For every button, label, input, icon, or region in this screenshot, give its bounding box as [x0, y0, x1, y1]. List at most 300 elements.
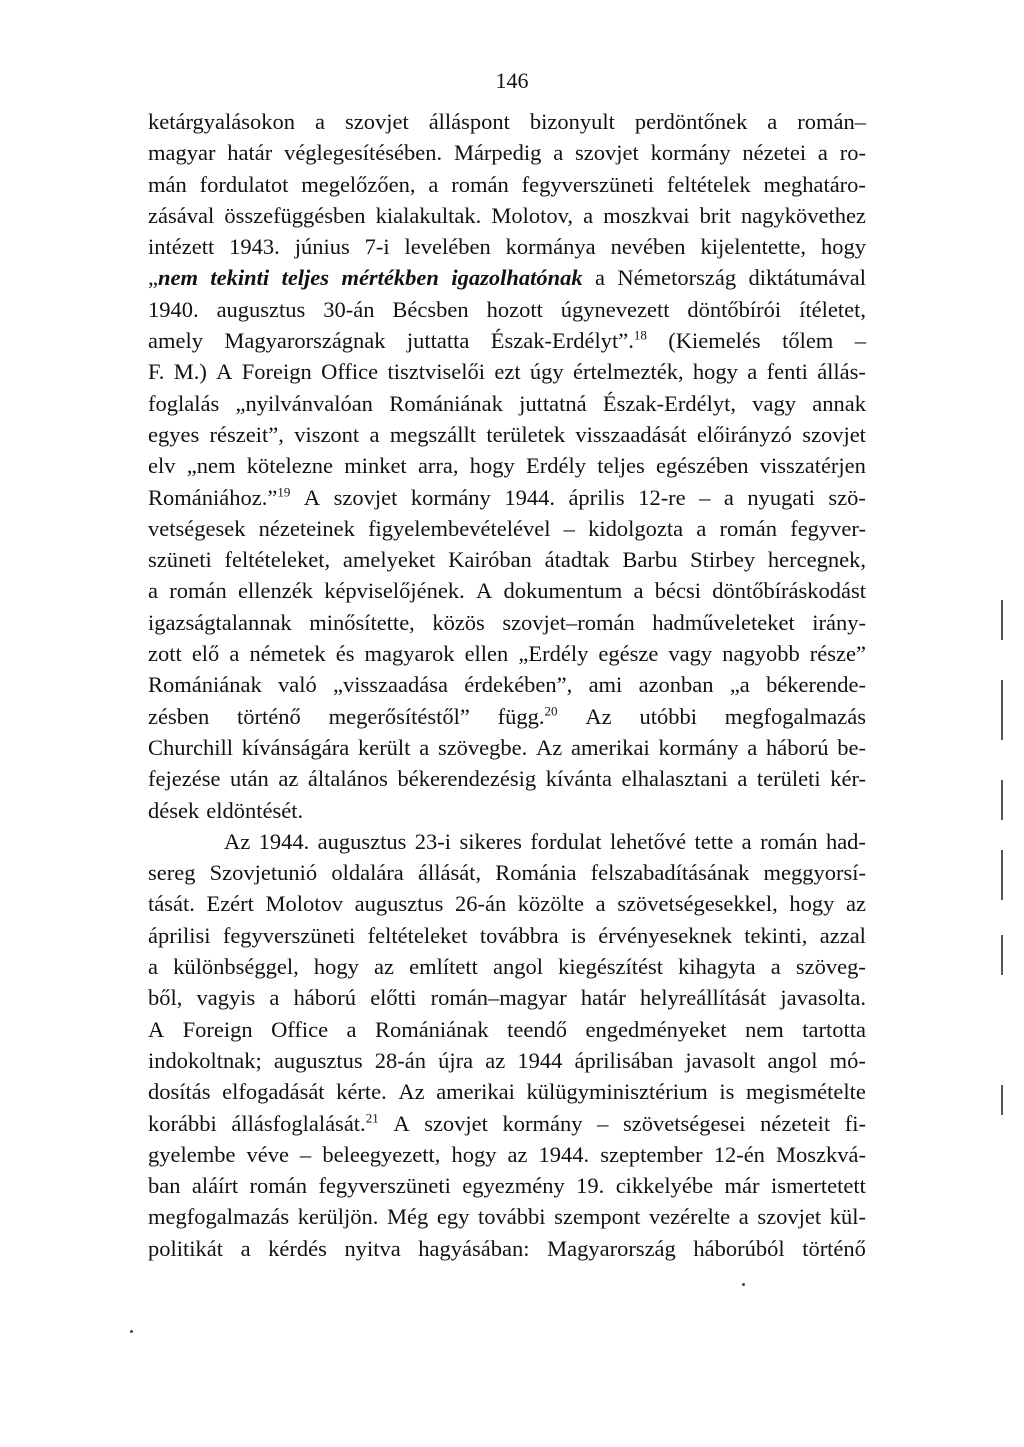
- word: Romániának: [389, 390, 503, 416]
- margin-mark: [1001, 1085, 1003, 1115]
- word: hogy: [692, 359, 738, 385]
- word: fi-: [844, 1110, 866, 1136]
- margin-mark: [1001, 600, 1003, 640]
- word: határ: [227, 140, 273, 166]
- word: szövetségesei: [623, 1110, 746, 1136]
- word: juttatta: [406, 328, 470, 354]
- word: megszállt: [389, 421, 477, 447]
- footnote-ref: 20: [544, 703, 558, 719]
- text-line: [148, 325, 866, 356]
- word: tisztviselői: [387, 359, 485, 385]
- word: kerüljön.: [297, 1204, 379, 1230]
- word: után: [230, 766, 269, 792]
- word: A: [476, 578, 493, 604]
- word: román: [169, 578, 227, 604]
- word: –: [854, 328, 866, 354]
- margin-mark: [1001, 780, 1003, 820]
- word: a: [148, 578, 158, 604]
- word: úgynevezett: [560, 296, 670, 322]
- word: az: [485, 1047, 506, 1073]
- word: (Kiemelés: [668, 328, 761, 354]
- word: A: [393, 1110, 410, 1136]
- text-line: [148, 982, 866, 1013]
- word: nézetei: [742, 140, 807, 166]
- word: viszont: [294, 421, 360, 447]
- word: gyelembe: [148, 1141, 236, 1167]
- word: minket: [344, 453, 407, 479]
- word: része”: [809, 641, 866, 667]
- word: békerendezésig: [397, 766, 537, 792]
- word: kívánta: [545, 766, 612, 792]
- word: a: [419, 734, 430, 760]
- word: 1940.: [148, 296, 199, 322]
- word: mértékben: [341, 265, 439, 291]
- word: és: [335, 641, 355, 667]
- word: arra,: [417, 453, 459, 479]
- word: teendő: [507, 1016, 568, 1042]
- text-line: [148, 482, 866, 513]
- word: zésben: [148, 703, 210, 729]
- word: megelőzően,: [301, 171, 416, 197]
- word: Ezért: [206, 891, 254, 917]
- word: a: [696, 515, 707, 541]
- word: magyarok: [364, 641, 455, 667]
- word: szovjet: [757, 1204, 822, 1230]
- word: sikeres: [459, 828, 522, 854]
- word: érvényeseknek: [598, 922, 732, 948]
- word: az: [278, 766, 299, 792]
- word: a: [595, 891, 606, 917]
- word: visszatérjen: [759, 453, 866, 479]
- word: román–: [797, 109, 866, 134]
- word: javasolt: [685, 1047, 756, 1073]
- word: történő: [802, 1235, 866, 1261]
- word: M.): [173, 359, 207, 385]
- word: helyreállítását: [640, 985, 767, 1011]
- word: 23-i: [414, 828, 452, 854]
- word: ami: [588, 672, 623, 698]
- word: kialakultak.: [375, 202, 482, 228]
- word: szüneti: [148, 547, 212, 573]
- word: Foreign: [182, 1016, 253, 1042]
- word: területek: [486, 421, 566, 447]
- word: a: [148, 954, 158, 980]
- word: nem: [745, 1016, 784, 1042]
- word: –: [300, 1141, 312, 1167]
- word: mán: [148, 171, 187, 197]
- text-line: [148, 732, 866, 763]
- text-line: [148, 137, 866, 168]
- word: cikkelyébe: [615, 1173, 714, 1199]
- word: kül-: [829, 1204, 866, 1230]
- word: az: [845, 891, 866, 917]
- word: külügyminisztérium: [526, 1079, 708, 1105]
- text-line: [148, 951, 866, 982]
- word: beleegyezett,: [322, 1141, 441, 1167]
- word: kormány: [650, 140, 731, 166]
- text-line: [148, 826, 866, 857]
- word: A: [216, 359, 233, 385]
- word: politikát: [148, 1235, 223, 1261]
- word: juttatná: [519, 390, 587, 416]
- word: 12-re: [638, 484, 686, 510]
- footnote-ref: 19: [277, 484, 291, 500]
- word: előtti: [370, 985, 417, 1011]
- word: engedményeket: [585, 1016, 727, 1042]
- word: a: [738, 1204, 749, 1230]
- word: ellenzék: [237, 578, 313, 604]
- word: nézeteit: [760, 1110, 831, 1136]
- word: dokumentum: [503, 578, 623, 604]
- text-line: [148, 419, 866, 450]
- word: bizonyult: [529, 109, 615, 134]
- word: kormány: [410, 484, 491, 510]
- word: Moszkvá-: [775, 1141, 866, 1167]
- word: nyitva: [344, 1235, 401, 1261]
- word: háború: [765, 734, 829, 760]
- text-line: [148, 701, 866, 732]
- word: a: [770, 954, 781, 980]
- word: Szovjetunió: [209, 860, 318, 886]
- word: diktátumával: [748, 265, 866, 291]
- word: álláspont: [428, 109, 510, 134]
- word: utóbbi: [639, 703, 697, 729]
- text-line: [148, 200, 866, 231]
- word: feltételek: [666, 171, 751, 197]
- word: angol: [492, 954, 543, 980]
- speck: [742, 1283, 745, 1286]
- word: egyes: [148, 421, 200, 447]
- word: teljes: [281, 265, 330, 291]
- word: 1943.: [229, 234, 280, 260]
- word: háborúból: [693, 1235, 785, 1261]
- text-line: [148, 857, 866, 888]
- word: 1944.: [504, 484, 555, 510]
- word: fejezése: [148, 766, 221, 792]
- text-line: [148, 544, 866, 575]
- word: elő: [191, 641, 220, 667]
- word: megfogalmazás: [148, 1204, 290, 1230]
- word: szö-: [828, 484, 866, 510]
- word: román: [451, 171, 509, 197]
- word: egyezmény: [462, 1173, 565, 1199]
- word: román: [760, 828, 818, 854]
- word: értelmezték,: [573, 359, 684, 385]
- word: szövetségesekkel,: [617, 891, 778, 917]
- word: ketárgyalásokon: [148, 109, 296, 134]
- word: augusztus: [317, 828, 407, 854]
- word: javasolta.: [780, 985, 866, 1011]
- word: A: [303, 484, 321, 510]
- text-line: [148, 106, 866, 137]
- word: véve: [246, 1141, 289, 1167]
- word: hogy: [451, 1141, 497, 1167]
- text-line: [148, 231, 866, 262]
- word: hogy: [313, 954, 359, 980]
- text-line: [148, 1139, 866, 1170]
- word: Észak-Erdélyt,: [602, 390, 736, 416]
- word: A: [148, 1016, 165, 1042]
- word: tekinti,: [744, 922, 808, 948]
- word: a: [315, 109, 326, 134]
- word: a: [767, 109, 778, 134]
- word: Molotov: [265, 891, 344, 917]
- word: kidolgozta: [588, 515, 684, 541]
- word: had-: [825, 828, 866, 854]
- word: előirányzó: [696, 421, 792, 447]
- word: meggyorsí-: [763, 860, 866, 886]
- word: egészében: [656, 453, 749, 479]
- word: szövegbe.: [437, 734, 528, 760]
- word: közölte: [517, 891, 585, 917]
- word: kormánya: [505, 234, 596, 260]
- word: tását.: [148, 891, 195, 917]
- text-line: [148, 1076, 866, 1107]
- word: 1944.: [258, 828, 310, 854]
- word: Még: [387, 1204, 429, 1230]
- word: szovjet: [424, 1110, 488, 1136]
- word: a: [633, 578, 644, 604]
- word: dések: [148, 797, 200, 823]
- word: figyelembevételével: [368, 515, 551, 541]
- word: Magyarország: [547, 1235, 676, 1261]
- word: „visszaadása: [333, 672, 448, 698]
- word: 30-án: [323, 296, 375, 322]
- word: oldalára: [331, 860, 404, 886]
- word: megerősítéstől”: [328, 703, 470, 729]
- word: igazolhatónak: [451, 265, 583, 291]
- word: kérdés: [268, 1235, 327, 1261]
- word: magyar: [148, 140, 216, 166]
- word: kötelezne: [246, 453, 333, 479]
- word: került: [357, 734, 411, 760]
- word: a: [428, 171, 439, 197]
- word: a: [741, 828, 752, 854]
- word: Magyarországnak: [224, 328, 386, 354]
- word: brit: [699, 202, 731, 228]
- text-line: [148, 1201, 866, 1232]
- word: vezérelte: [648, 1204, 731, 1230]
- word: elfogadását: [222, 1079, 325, 1105]
- word: sereg: [148, 860, 196, 886]
- word: Az: [536, 734, 563, 760]
- word: igazságtalannak: [148, 609, 292, 635]
- word: a: [583, 202, 594, 228]
- word: Romániának: [374, 1016, 489, 1042]
- word: intézett: [148, 234, 215, 260]
- word: különbséggel,: [173, 954, 299, 980]
- word: be-: [837, 734, 866, 760]
- word: szempont: [554, 1204, 641, 1230]
- word: egésze: [598, 641, 659, 667]
- word: fenti: [766, 359, 808, 385]
- word: a: [346, 1016, 357, 1042]
- word: is: [719, 1079, 735, 1105]
- word: mó-: [829, 1047, 866, 1073]
- word: ből,: [148, 985, 183, 1011]
- word: 1944.: [538, 1141, 590, 1167]
- word: ezt: [494, 359, 521, 385]
- word: feltételeket: [367, 922, 468, 948]
- word: „nem: [148, 265, 199, 291]
- word: Kairóban: [448, 547, 532, 573]
- word: 1944: [517, 1047, 563, 1073]
- word: amerikai: [571, 734, 650, 760]
- word: a: [737, 766, 748, 792]
- word: fegyver-: [790, 515, 866, 541]
- word: kiegészítést: [558, 954, 664, 980]
- word: ban: [148, 1173, 181, 1199]
- word: kívánságára: [241, 734, 350, 760]
- word: azzal: [819, 922, 866, 948]
- word: állásfoglalását.$^{21}$: [231, 1110, 379, 1136]
- word: németek: [249, 641, 326, 667]
- word: szovjet: [802, 421, 866, 447]
- word: a: [553, 140, 564, 166]
- word: fegyverszüneti: [318, 1173, 451, 1199]
- word: hercegnek,: [767, 547, 866, 573]
- word: Foreign: [241, 359, 312, 385]
- word: moszkvai: [603, 202, 690, 228]
- word: kér-: [830, 766, 866, 792]
- word: ítéletet,: [799, 296, 866, 322]
- word: román: [719, 515, 777, 541]
- word: 26-án: [454, 891, 507, 917]
- word: 19.: [576, 1173, 605, 1199]
- word: nagyobb: [722, 641, 800, 667]
- word: áprilisi: [148, 922, 211, 948]
- word: hogy: [789, 891, 835, 917]
- word: román–magyar: [430, 985, 567, 1011]
- page-number: 146: [495, 68, 529, 93]
- word: nevében: [610, 234, 686, 260]
- word: döntőbíráskodást: [712, 578, 866, 604]
- word: Romániának: [148, 672, 262, 698]
- text-line: [148, 1108, 866, 1139]
- text-line: [148, 1045, 866, 1076]
- word: április: [568, 484, 625, 510]
- word: Barbu: [622, 547, 678, 573]
- word: „nem: [186, 453, 236, 479]
- footnote-ref: 18: [633, 327, 647, 343]
- word: hagyásában:: [418, 1235, 530, 1261]
- word: az: [373, 954, 394, 980]
- word: területi: [756, 766, 821, 792]
- word: úgy: [529, 359, 564, 385]
- word: történő: [237, 703, 301, 729]
- word: fordulat: [530, 828, 602, 854]
- word: a: [269, 985, 280, 1011]
- word: a: [747, 734, 758, 760]
- word: vagyis: [196, 985, 256, 1011]
- word: azonban: [638, 672, 714, 698]
- margin-mark: [1001, 680, 1003, 740]
- word: a: [595, 265, 605, 291]
- word: kihagyta: [678, 954, 756, 980]
- word: Churchill: [148, 734, 233, 760]
- word: eldöntését.: [206, 797, 304, 823]
- text-line: [148, 607, 866, 638]
- margin-mark: [1001, 935, 1003, 975]
- word: nyugati: [747, 484, 815, 510]
- word: lehetővé: [609, 828, 687, 854]
- word: már: [724, 1173, 760, 1199]
- word: Az: [398, 1079, 425, 1105]
- word: megismételte: [745, 1079, 866, 1105]
- word: Erdély: [526, 453, 587, 479]
- word: fegyverszüneti: [222, 922, 356, 948]
- word: megfogalmazás: [724, 703, 866, 729]
- word: teljes: [597, 453, 645, 479]
- word: kijelentette,: [700, 234, 807, 260]
- text-line: [148, 262, 866, 293]
- word: amely: [148, 328, 203, 354]
- word: aláírt: [191, 1173, 239, 1199]
- word: áprilisában: [574, 1047, 674, 1073]
- word: hadműveleteket: [652, 609, 795, 635]
- word: ellen: [464, 641, 509, 667]
- word: perdöntőnek: [634, 109, 748, 134]
- word: ro-: [839, 140, 866, 166]
- word: összefüggésben: [224, 202, 366, 228]
- word: korábbi: [148, 1110, 217, 1136]
- word: szovjet: [333, 484, 398, 510]
- word: hozott: [486, 296, 543, 322]
- word: „a: [729, 672, 750, 698]
- word: –: [597, 1110, 609, 1136]
- word: szovjet–román: [502, 609, 635, 635]
- text-line: [148, 795, 866, 826]
- word: ismertetett: [770, 1173, 866, 1199]
- word: a: [229, 641, 240, 667]
- word: való: [278, 672, 317, 698]
- word: hogy: [820, 234, 866, 260]
- speck: [130, 1330, 133, 1333]
- text-line: [148, 888, 866, 919]
- word: képviselőjének.: [324, 578, 465, 604]
- word: Németország: [617, 265, 737, 291]
- text-line: [148, 169, 866, 200]
- word: zott: [148, 641, 182, 667]
- word: amerikai: [436, 1079, 515, 1105]
- word: Stirbey: [690, 547, 756, 573]
- word: F.: [148, 359, 165, 385]
- word: meghatáro-: [763, 171, 866, 197]
- word: a: [723, 484, 734, 510]
- word: határ: [580, 985, 626, 1011]
- word: –: [699, 484, 711, 510]
- word: „Erdély: [518, 641, 589, 667]
- word: nagykövethez: [740, 202, 866, 228]
- word: állás-: [817, 359, 866, 385]
- word: augusztus: [354, 891, 444, 917]
- word: Márpedig: [453, 140, 542, 166]
- word: háború: [293, 985, 357, 1011]
- word: Észak-Erdélyt”.$^{18}$: [490, 327, 647, 354]
- word: vagy: [752, 390, 796, 416]
- word: román: [249, 1173, 308, 1199]
- word: vagy: [668, 641, 713, 667]
- word: augusztus: [273, 1047, 363, 1073]
- text-line: [148, 763, 866, 794]
- word: nézeteinek: [258, 515, 355, 541]
- word: június: [294, 234, 350, 260]
- word: foglalás: [148, 390, 220, 416]
- word: a: [369, 421, 380, 447]
- word: fordulatot: [199, 171, 289, 197]
- text-line: [148, 669, 866, 700]
- word: vetségesek: [148, 515, 246, 541]
